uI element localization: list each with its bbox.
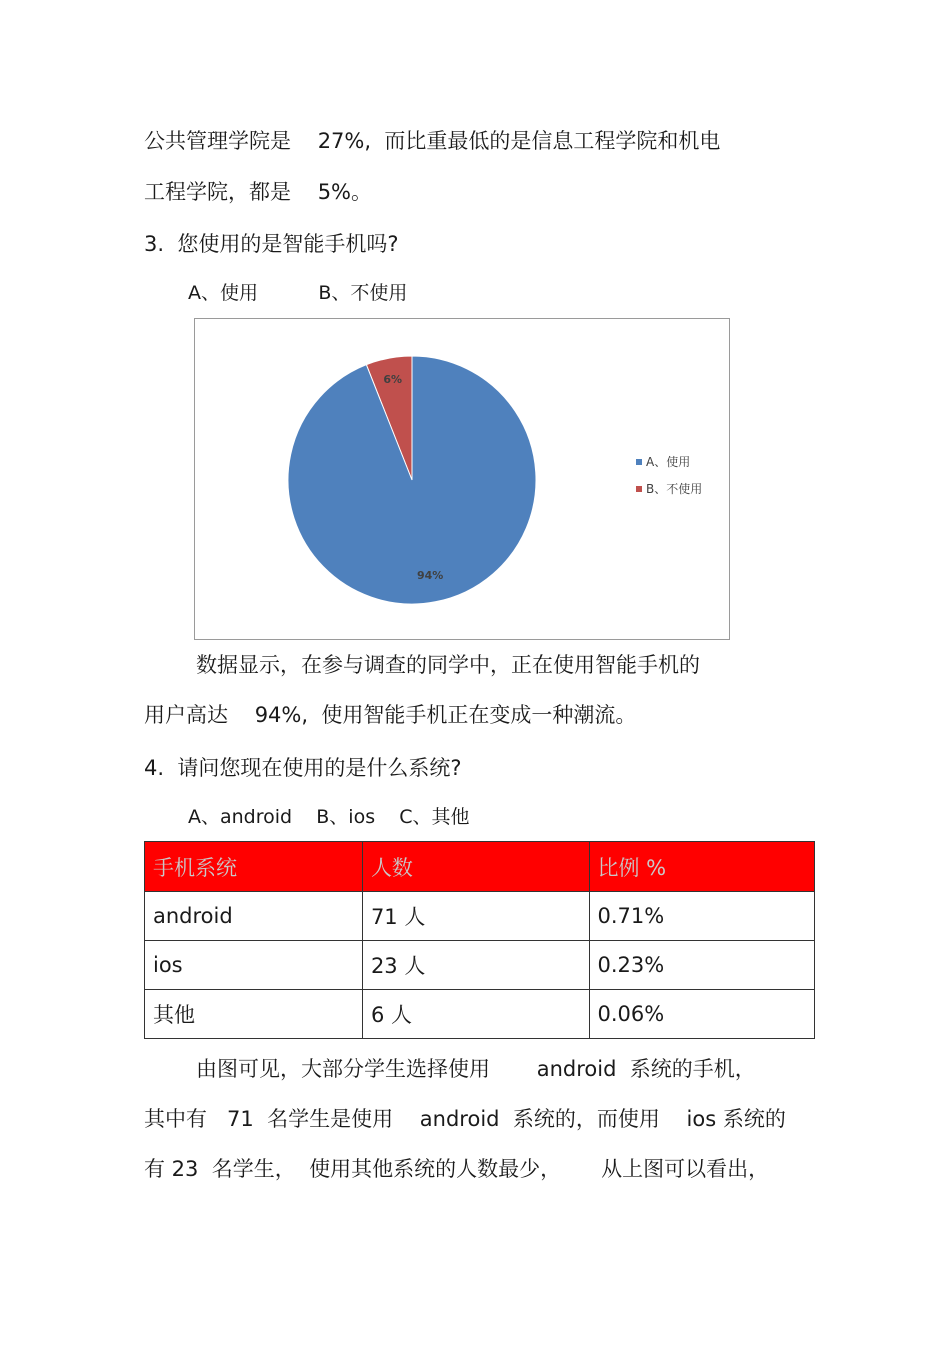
table-cell: 其他	[145, 990, 363, 1039]
paragraph-line: 数据显示，在参与调查的同学中，正在使用智能手机的	[196, 653, 700, 677]
table-cell: 0.06%	[589, 990, 815, 1039]
table-header-row	[145, 842, 815, 892]
pie-data-label: 94%	[416, 569, 444, 583]
legend-swatch	[636, 486, 642, 492]
table-header-cell: 手机系统	[145, 842, 363, 892]
table-cell: 6 人	[362, 990, 589, 1039]
table-cell: 23 人	[362, 941, 589, 990]
table-row	[145, 990, 815, 1039]
table-cell: 0.23%	[589, 941, 815, 990]
table-cell: 0.71%	[589, 892, 815, 941]
pie-slice-use	[288, 356, 536, 604]
legend-label: A、使用	[646, 455, 691, 469]
paragraph-line: 其中有 71 名学生是使用 android 系统的，而使用 ios 系统的	[144, 1107, 786, 1131]
legend-swatch	[636, 459, 642, 465]
table-row	[145, 892, 815, 941]
question-3-options: A、使用 B、不使用	[188, 282, 408, 304]
table-cell: 71 人	[362, 892, 589, 941]
paragraph-line: 公共管理学院是 27%, 而比重最低的是信息工程学院和机电	[144, 129, 721, 153]
paragraph-line: 有 23 名学生， 使用其他系统的人数最少， 从上图可以看出，	[144, 1157, 770, 1181]
pie-data-label: 6%	[383, 372, 403, 386]
paragraph-line: 由图可见，大部分学生选择使用 android 系统的手机，	[196, 1057, 756, 1081]
pie-chart-svg	[195, 319, 728, 638]
question-4: 4. 请问您现在使用的是什么系统?	[144, 756, 462, 780]
pie-chart	[194, 318, 730, 640]
question-3: 3. 您使用的是智能手机吗?	[144, 232, 399, 256]
table-row	[145, 941, 815, 990]
table-cell: ios	[145, 941, 363, 990]
legend-label: B、不使用	[646, 482, 703, 496]
question-4-options: A、android B、ios C、其他	[188, 806, 470, 828]
paragraph-line: 工程学院，都是 5%。	[144, 180, 373, 204]
system-table	[144, 841, 815, 1039]
table-header-cell: 比例 %	[589, 842, 815, 892]
paragraph-line: 用户高达 94%, 使用智能手机正在变成一种潮流。	[144, 703, 637, 727]
table-cell: android	[145, 892, 363, 941]
table-header-cell: 人数	[362, 842, 589, 892]
